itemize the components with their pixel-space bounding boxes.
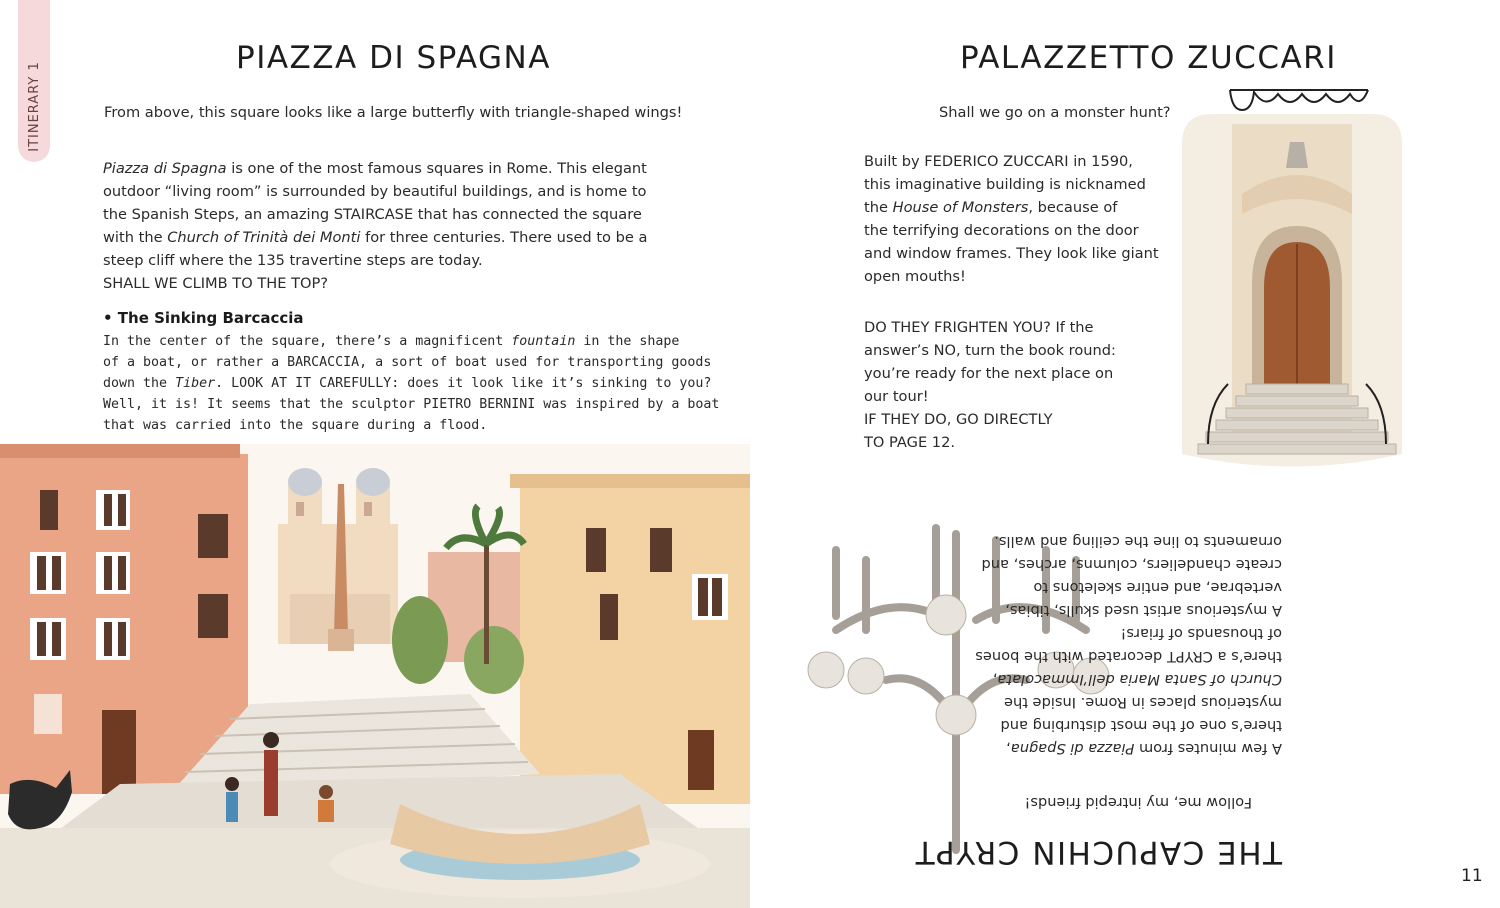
text: ornaments to line the ceiling and walls. [994, 533, 1282, 550]
crypt-subtitle: Follow me, my intrepid friends! [1024, 794, 1252, 811]
left-body [103, 157, 663, 295]
text: this imaginative building is nicknamed [864, 176, 1146, 193]
text-line [103, 394, 720, 415]
text: Built by FEDERICO ZUCCARI in 1590, [864, 153, 1133, 170]
tree [464, 626, 524, 694]
text: down the [103, 376, 176, 391]
italic-text: fountain [511, 334, 576, 349]
text: of a boat, or rather a BARCACCIA, a sort of boat used for transporting goods [103, 355, 712, 370]
text: the terrifying decorations on the door [864, 222, 1139, 239]
text: , [992, 671, 998, 688]
tree [392, 596, 448, 684]
right-subtitle: Shall we go on a monster hunt? [939, 104, 1171, 121]
text: , because of [1028, 199, 1118, 216]
italic-text: Tiber [175, 376, 216, 391]
text-line: TO PAGE 12. [864, 434, 956, 451]
text: there’s a CRYPT decorated with the bones [975, 648, 1282, 665]
crypt-body [975, 530, 1282, 760]
text-line [864, 150, 1144, 173]
crypt-title: THE CAPUCHIN CRYPT [914, 834, 1282, 870]
text: outdoor “living room” is surrounded by beautiful buildings, and is home to [103, 183, 647, 200]
right-page-title: PALAZZETTO ZUCCARI [960, 40, 1337, 76]
text-line [864, 219, 1144, 242]
text: Well, it is! It seems that the sculptor PIETRO BERNINI was inspired by a boat [103, 397, 720, 412]
italic-text: Piazza di Spagna [103, 160, 227, 177]
text: for three centuries. There used to be a [360, 229, 648, 246]
italic-text: Church of Trinità dei Monti [167, 229, 361, 246]
text-line [103, 180, 663, 203]
text: that was carried into the square during a flood. [103, 418, 488, 433]
text-line [864, 173, 1144, 196]
text-line [103, 157, 663, 180]
italic-text: Church of Santa Maria dell’Immacolata [997, 671, 1282, 688]
text-line [103, 203, 663, 226]
text: A mysterious artist used skulls, tibias, [1005, 602, 1282, 619]
text: . LOOK AT IT CAREFULLY: does it look like it’s sinking to you? [215, 376, 712, 391]
text: SHALL WE CLIMB TO THE TOP? [103, 275, 329, 292]
zuccari-question [864, 316, 1144, 454]
text-line [982, 599, 1282, 622]
bullet-title: • The Sinking Barcaccia [103, 309, 304, 327]
text: the [864, 199, 893, 216]
left-building [0, 444, 248, 794]
page-number: 11 [1461, 866, 1483, 886]
text: vertebrae, and entire skeletons to [1033, 579, 1282, 596]
text-line [864, 196, 1144, 219]
text-line [103, 373, 712, 394]
text-line [103, 415, 633, 436]
itinerary-tab-label: ITINERARY 1 [26, 60, 42, 152]
text-line [864, 265, 1144, 288]
bullet-body [103, 331, 720, 436]
text-line [103, 352, 712, 373]
spanish-steps-illustration [0, 444, 750, 908]
text: , [1006, 740, 1011, 757]
text-line: IF THEY DO, GO DIRECTLY [864, 411, 1053, 428]
text: open mouths! [864, 268, 966, 285]
monster-doorway-illustration [1172, 84, 1412, 476]
text-line [982, 622, 1282, 645]
text-line: answer’s NO, turn the book round: [864, 342, 1116, 359]
text-line [982, 714, 1282, 737]
text: create chandeliers, columns, arches, and [981, 556, 1282, 573]
text-line [975, 645, 1282, 668]
text: is one of the most famous squares in Rome. This elegant [226, 160, 647, 177]
text: mysterious places in Rome. Inside the [1003, 694, 1282, 711]
text-line [103, 249, 663, 272]
text: steep cliff where the 135 travertine steps are today. [103, 252, 483, 269]
text: there’s one of the most disturbing and [1000, 717, 1282, 734]
text-line [103, 272, 663, 295]
right-building [510, 474, 750, 804]
left-intro: From above, this square looks like a large butterfly with triangle-shaped wings! [104, 104, 683, 121]
left-page-title: PIAZZA DI SPAGNA [236, 40, 551, 76]
text: in the shape [575, 334, 680, 349]
text: the Spanish Steps, an amazing STAIRCASE that has connected the square [103, 206, 642, 223]
upside-down-crypt-section [862, 522, 1292, 870]
text-line [982, 576, 1282, 599]
text-line [982, 668, 1282, 691]
text-line: you’re ready for the next place on [864, 365, 1114, 382]
text-line [982, 691, 1282, 714]
text-line [982, 530, 1282, 553]
italic-text: Piazza di Spagna [1010, 740, 1135, 757]
text: with the [103, 229, 168, 246]
text-line [103, 226, 663, 249]
zuccari-body [864, 150, 1159, 288]
text: of thousands of friars! [1120, 625, 1282, 642]
text-line [864, 242, 1159, 265]
text-line [982, 737, 1282, 760]
itinerary-tab-label-wrap [18, 56, 50, 156]
text: A few minutes from [1134, 740, 1282, 757]
text-line [982, 553, 1282, 576]
text-line [103, 331, 680, 352]
italic-text: House of Monsters [892, 199, 1029, 216]
text-line: our tour! [864, 388, 929, 405]
text: and window frames. They look like giant [864, 245, 1159, 262]
text-line: DO THEY FRIGHTEN YOU? If the [864, 319, 1094, 336]
text: In the center of the square, there’s a magnificent [103, 334, 512, 349]
